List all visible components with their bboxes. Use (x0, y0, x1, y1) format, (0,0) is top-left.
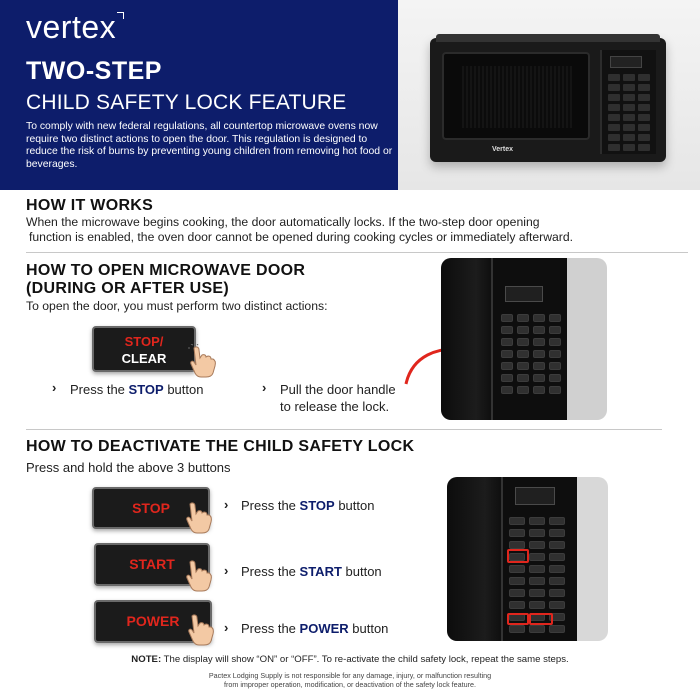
microwave-panel-photo (447, 477, 608, 641)
brand-logo (26, 10, 116, 44)
deactivate-step3-text (241, 620, 388, 637)
microwave-display (505, 286, 543, 302)
microwave-logo: Vertex (492, 146, 514, 153)
start-key-image: START (94, 543, 210, 586)
deactivate-intro: Press and hold the above 3 buttons (26, 460, 231, 475)
note-text (0, 654, 700, 665)
power-key-highlight (529, 613, 553, 625)
chevron-right-icon: › (224, 620, 229, 635)
how-it-works-heading: HOW IT WORKS (26, 197, 154, 214)
product-photo (398, 0, 700, 190)
microwave-door-window (442, 52, 590, 140)
open-step1-suffix: button (163, 382, 204, 397)
open-step2-line1: Pull the door handle (280, 382, 396, 397)
note-label: NOTE: (131, 654, 162, 665)
microwave-panel (501, 477, 577, 641)
microwave-keypad (608, 74, 652, 151)
open-step2-line2: to release the lock. (280, 399, 390, 414)
pointing-hand-icon (188, 344, 218, 378)
header-text-panel (0, 0, 398, 190)
chevron-right-icon: › (52, 380, 57, 395)
microwave-display (515, 487, 555, 505)
deactivate-step1-suffix: button (334, 498, 375, 513)
open-step2-text (280, 381, 396, 415)
stop-clear-key-image (92, 326, 196, 372)
stop-key-image: STOP (92, 487, 210, 529)
pointing-hand-icon (184, 558, 214, 592)
microwave-top (436, 34, 660, 42)
microwave-control-panel (600, 50, 656, 154)
deactivate-step1-text (241, 497, 374, 514)
microwave-illustration (430, 38, 666, 162)
how-it-works-text (26, 215, 686, 245)
pointing-hand-icon (186, 612, 216, 646)
header-banner (0, 0, 700, 190)
how-it-works-line1: When the microwave begins cooking, the door automatically locks. If the two-step door opening (26, 215, 540, 229)
open-step1-prefix: Press the (70, 382, 129, 397)
disclaimer-line1: Pactex Lodging Supply is not responsible for any damage, injury, or malfunction resulting (208, 671, 492, 680)
deactivate-step2-bold: START (299, 564, 342, 579)
chevron-right-icon: › (224, 563, 229, 578)
open-door-heading-line1: HOW TO OPEN MICROWAVE DOOR (26, 262, 306, 279)
deactivate-step1-prefix: Press the (241, 498, 300, 513)
microwave-keypad (501, 314, 561, 394)
power-key-image: POWER (94, 600, 212, 643)
open-step1-text (70, 381, 203, 398)
open-step1-bold: STOP (128, 382, 164, 397)
deactivate-step2-text (241, 563, 382, 580)
deactivate-step3-prefix: Press the (241, 621, 300, 636)
disclaimer-line2: from improper operation, modification, or deactivation of the safety lock feature. (223, 680, 477, 689)
section-divider (26, 429, 662, 430)
stop-key-highlight (507, 613, 529, 625)
microwave-panel (491, 258, 567, 420)
disclaimer-text (0, 671, 700, 689)
deactivate-step2-prefix: Press the (241, 564, 300, 579)
microwave-door (447, 477, 501, 641)
note-body: The display will show “ON” or “OFF”. To re-activate the child safety lock, repeat the same steps. (161, 654, 569, 665)
intro-paragraph: To comply with new federal regulations, all countertop microwave ovens now require two distinct actions to open the door. This regulation is designed to reduce the risk of burns by preventing young children from removing hot food or beverages. (26, 121, 393, 170)
start-key-highlight (507, 549, 529, 563)
deactivate-step2-suffix: button (341, 564, 382, 579)
chevron-right-icon: › (262, 380, 267, 395)
deactivate-heading: HOW TO DEACTIVATE THE CHILD SAFETY LOCK (26, 438, 415, 455)
page-title-line1: TWO-STEP (26, 57, 162, 85)
stop-clear-key-line2: CLEAR (121, 351, 167, 366)
brand-name: vertex (26, 9, 117, 45)
brand-corner-icon (117, 12, 124, 19)
section-divider (26, 252, 688, 253)
deactivate-step1-bold: STOP (299, 498, 335, 513)
open-door-heading-line2: (DURING OR AFTER USE) (26, 280, 230, 297)
microwave-glass (462, 66, 572, 128)
open-door-heading (26, 262, 305, 298)
deactivate-step3-bold: POWER (299, 621, 349, 636)
how-it-works-line2: function is enabled, the oven door cannot be opened during cooking cycles or immediately afterward. (29, 230, 574, 244)
microwave-door (441, 258, 491, 420)
stop-clear-key-line1: STOP/ (124, 334, 164, 349)
page-title-line2: CHILD SAFETY LOCK FEATURE (26, 91, 347, 114)
deactivate-step3-suffix: button (348, 621, 389, 636)
open-door-intro: To open the door, you must perform two distinct actions: (26, 299, 328, 313)
pointing-hand-icon (184, 500, 214, 534)
microwave-display (610, 56, 642, 68)
microwave-door-photo (441, 258, 607, 420)
chevron-right-icon: › (224, 497, 229, 512)
